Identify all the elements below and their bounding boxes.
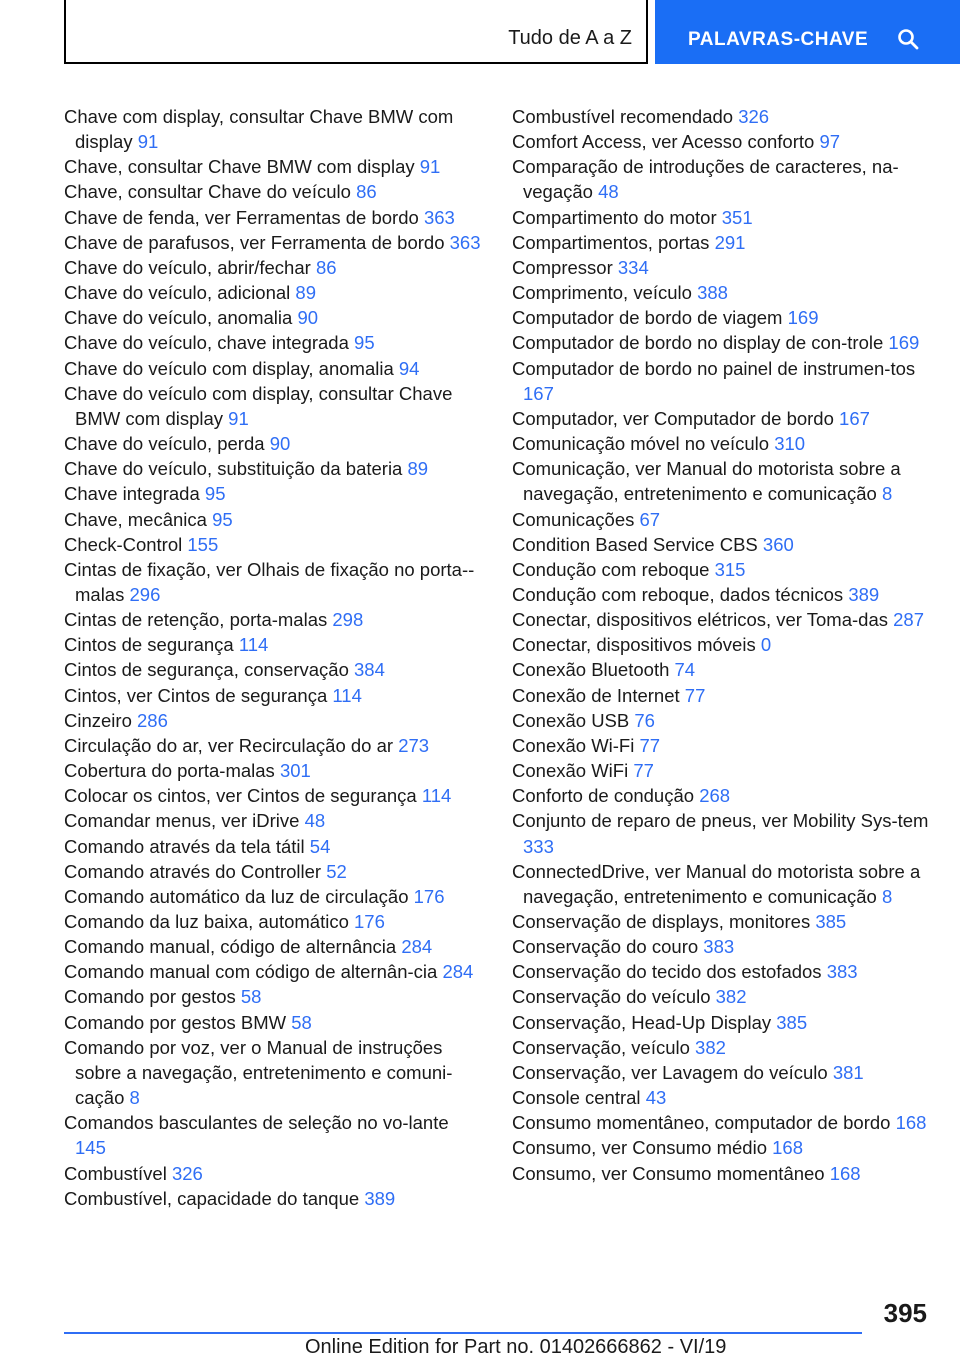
index-term: Chave do veículo com display, anomalia bbox=[64, 357, 399, 379]
index-term: Chave do veículo, perda bbox=[64, 433, 270, 455]
page-reference-link[interactable]: 114 bbox=[332, 684, 362, 706]
index-term: Combustível recomendado bbox=[512, 106, 739, 127]
index-term: Comando por gestos bbox=[64, 986, 241, 1008]
index-term: Conservação do veículo bbox=[512, 986, 716, 1008]
index-term: Condução com reboque, dados técnicos bbox=[512, 583, 849, 605]
page-reference-link[interactable]: 48 bbox=[304, 810, 326, 832]
index-entry bbox=[64, 507, 484, 532]
index-term: Consumo, ver Consumo médio bbox=[512, 1137, 773, 1159]
page-reference-link[interactable]: 326 bbox=[738, 106, 770, 127]
index-term: Conservação, veículo bbox=[512, 1036, 696, 1058]
page-reference-link[interactable]: 52 bbox=[326, 860, 347, 882]
index-entry bbox=[512, 205, 932, 230]
index-term: Computador de bordo no display de con-trole bbox=[512, 332, 889, 354]
index-term: Cintas de retenção, porta-malas bbox=[64, 609, 333, 631]
index-term: Check-Control bbox=[64, 533, 188, 555]
index-term: Cobertura do porta-malas bbox=[64, 760, 280, 782]
keyword-tab[interactable] bbox=[655, 0, 960, 64]
page-reference-link[interactable]: 86 bbox=[356, 181, 377, 203]
index-term: Comprimento, veículo bbox=[512, 282, 698, 304]
index-entry bbox=[64, 683, 484, 708]
index-entry bbox=[64, 431, 484, 456]
page-reference-link[interactable]: 310 bbox=[774, 433, 806, 455]
index-term: Chave integrada bbox=[64, 483, 205, 505]
index-term: Comando por voz, ver o Manual de instruções sobre a navegação, entretenimento e comuni-cação bbox=[64, 1036, 453, 1109]
index-term: Chave de fenda, ver Ferramentas de bordo bbox=[64, 206, 424, 228]
page-reference-link[interactable]: 167 bbox=[839, 407, 870, 429]
page-reference-link[interactable]: 91 bbox=[228, 407, 249, 429]
page-reference-link[interactable]: 95 bbox=[204, 483, 226, 505]
page-reference-link[interactable]: 382 bbox=[715, 986, 747, 1008]
index-term: Comandos basculantes de seleção no vo-lante bbox=[64, 1112, 449, 1134]
index-entry bbox=[512, 783, 932, 808]
page-reference-link[interactable]: 363 bbox=[449, 231, 481, 253]
page-number: 395 bbox=[883, 1298, 927, 1328]
page-reference-link[interactable]: 286 bbox=[137, 709, 168, 731]
index-term: Conservação, ver Lavagem do veículo bbox=[512, 1061, 833, 1083]
index-entry bbox=[512, 507, 932, 532]
page-reference-link[interactable]: 76 bbox=[634, 709, 655, 731]
index-entry bbox=[512, 607, 932, 632]
page-reference-link[interactable]: 90 bbox=[297, 307, 319, 329]
page-reference-link[interactable]: 89 bbox=[407, 458, 429, 480]
search-icon[interactable] bbox=[897, 28, 919, 50]
index-entry bbox=[512, 532, 932, 557]
index-term: Chave do veículo, anomalia bbox=[64, 307, 298, 329]
index-term: Cintos de segurança, conservação bbox=[64, 659, 355, 681]
index-term: Conexão USB bbox=[512, 709, 635, 731]
index-term: Conexão Wi-Fi bbox=[512, 734, 640, 756]
index-entry bbox=[512, 1060, 932, 1085]
index-entry bbox=[64, 255, 484, 280]
page-reference-link[interactable]: 168 bbox=[829, 1162, 861, 1184]
page-reference-link[interactable]: 298 bbox=[332, 609, 364, 631]
index-entry bbox=[512, 959, 932, 984]
index-term: Comando através da tela tátil bbox=[64, 835, 310, 857]
page-reference-link[interactable]: 389 bbox=[848, 583, 880, 605]
index-entry bbox=[512, 758, 932, 783]
page-reference-link[interactable]: 360 bbox=[762, 533, 794, 555]
index-term: Chave, mecânica bbox=[64, 508, 213, 530]
index-term: Chave do veículo, chave integrada bbox=[64, 332, 355, 354]
page-reference-link[interactable]: 90 bbox=[269, 433, 291, 455]
index-entry bbox=[64, 230, 484, 255]
index-entry bbox=[64, 808, 484, 833]
index-entry bbox=[64, 758, 484, 783]
index-entry bbox=[64, 984, 484, 1009]
index-term: Condução com reboque bbox=[512, 558, 715, 580]
index-entry bbox=[512, 859, 932, 909]
page-reference-link[interactable]: 176 bbox=[354, 911, 385, 932]
page-reference-link[interactable]: 382 bbox=[695, 1036, 726, 1058]
section-title: Tudo de A a Z bbox=[508, 27, 632, 49]
page-reference-link[interactable]: 58 bbox=[291, 1011, 312, 1033]
header-section-box bbox=[64, 0, 648, 64]
page-reference-link[interactable]: 114 bbox=[238, 634, 269, 656]
page-reference-link[interactable]: 287 bbox=[893, 609, 925, 631]
index-term: Cinzeiro bbox=[64, 709, 137, 731]
index-term: Chave do veículo, substituição da bateria bbox=[64, 458, 408, 480]
index-entry bbox=[512, 909, 932, 934]
index-entry bbox=[512, 708, 932, 733]
index-entry bbox=[512, 557, 932, 582]
index-term: Conforto de condução bbox=[512, 785, 700, 807]
page-reference-link[interactable]: 284 bbox=[442, 961, 474, 983]
page-reference-link[interactable]: 77 bbox=[633, 760, 654, 782]
index-entry bbox=[512, 1161, 932, 1186]
page-reference-link[interactable]: 383 bbox=[826, 961, 858, 983]
index-entry bbox=[64, 532, 484, 557]
index-entry bbox=[512, 129, 932, 154]
index-entry bbox=[64, 330, 484, 355]
index-term: Cintos, ver Cintos de segurança bbox=[64, 684, 333, 706]
page-reference-link[interactable]: 91 bbox=[137, 131, 159, 153]
page-reference-link[interactable]: 363 bbox=[423, 206, 455, 228]
keyword-tab-label: PALAVRAS-CHAVE bbox=[688, 29, 869, 50]
index-entry bbox=[64, 179, 484, 204]
index-entry bbox=[64, 657, 484, 682]
page-reference-link[interactable]: 95 bbox=[212, 508, 233, 530]
index-entry bbox=[64, 884, 484, 909]
index-term: Computador de bordo no painel de instrumen-tos bbox=[512, 357, 916, 379]
index-entry bbox=[512, 330, 932, 355]
page-reference-link[interactable]: 74 bbox=[674, 659, 696, 681]
index-term: Condition Based Service CBS bbox=[512, 533, 763, 555]
index-entry bbox=[64, 959, 484, 984]
index-entry bbox=[512, 808, 932, 858]
index-term: Conservação, Head-Up Display bbox=[512, 1011, 777, 1033]
index-term: Comunicação móvel no veículo bbox=[512, 433, 775, 455]
index-entry bbox=[512, 1085, 932, 1110]
index-entry bbox=[64, 708, 484, 733]
index-entry bbox=[64, 104, 484, 154]
index-entry bbox=[512, 733, 932, 758]
page-reference-link[interactable]: 333 bbox=[523, 835, 554, 857]
index-term: Comando automático da luz de circulação bbox=[64, 885, 414, 907]
page-reference-link[interactable]: 94 bbox=[398, 357, 420, 379]
index-term: Comunicações bbox=[512, 508, 640, 530]
index-term: Chave do veículo, adicional bbox=[64, 282, 296, 304]
page-reference-link[interactable]: 54 bbox=[309, 835, 331, 857]
page-reference-link[interactable]: 89 bbox=[295, 282, 316, 304]
index-term: Circulação do ar, ver Recirculação do ar bbox=[64, 734, 399, 756]
index-entry bbox=[64, 632, 484, 657]
index-term: Chave de parafusos, ver Ferramenta de bordo bbox=[64, 231, 450, 253]
index-term: Consumo momentâneo, computador de bordo bbox=[512, 1112, 896, 1134]
index-entry bbox=[512, 104, 932, 129]
page-reference-link[interactable]: 91 bbox=[419, 156, 441, 178]
index-entry bbox=[64, 305, 484, 330]
index-entry bbox=[512, 1035, 932, 1060]
index-term: Compressor bbox=[512, 256, 618, 278]
page-reference-link[interactable]: 8 bbox=[129, 1087, 140, 1109]
index-term: Cintas de fixação, ver Olhais de fixação no porta--malas bbox=[64, 558, 475, 605]
index-entry bbox=[64, 356, 484, 381]
index-entry bbox=[64, 456, 484, 481]
index-entry bbox=[512, 657, 932, 682]
index-entry bbox=[512, 406, 932, 431]
index-term: Comando manual com código de alternân-cia bbox=[64, 961, 443, 983]
index-term: Colocar os cintos, ver Cintos de segurança bbox=[64, 785, 422, 807]
index-term: Conexão Bluetooth bbox=[512, 659, 675, 681]
page-reference-link[interactable]: 8 bbox=[881, 885, 893, 907]
page-reference-link[interactable]: 384 bbox=[354, 659, 385, 681]
index-term: Console central bbox=[512, 1087, 646, 1109]
index-term: Comando através do Controller bbox=[64, 860, 327, 882]
page-reference-link[interactable]: 155 bbox=[187, 533, 219, 555]
page-reference-link[interactable]: 284 bbox=[401, 936, 433, 958]
index-term: Comfort Access, ver Acesso conforto bbox=[512, 131, 820, 153]
index-entry bbox=[512, 1110, 932, 1135]
page-reference-link[interactable]: 95 bbox=[354, 332, 375, 354]
index-term: Comparação de introduções de caracteres, na-vegação bbox=[512, 156, 899, 203]
index-term: Comando da luz baixa, automático bbox=[64, 911, 355, 932]
page-reference-link[interactable]: 169 bbox=[787, 307, 819, 329]
index-term: Combustível, capacidade do tanque bbox=[64, 1187, 365, 1209]
index-entry bbox=[64, 1010, 484, 1035]
page-reference-link[interactable]: 388 bbox=[697, 282, 728, 304]
index-entry bbox=[64, 1110, 484, 1160]
index-term: Chave, consultar Chave BMW com display bbox=[64, 156, 420, 178]
index-entry bbox=[512, 582, 932, 607]
page-reference-link[interactable]: 389 bbox=[364, 1187, 396, 1209]
index-entry bbox=[64, 1161, 484, 1186]
index-entry bbox=[64, 205, 484, 230]
index-entry bbox=[64, 381, 484, 431]
index-entry bbox=[64, 607, 484, 632]
index-term: Chave com display, consultar Chave BMW com display bbox=[64, 106, 454, 153]
page-reference-link[interactable]: 86 bbox=[315, 256, 337, 278]
index-term: Conexão de Internet bbox=[512, 684, 685, 706]
index-term: Comandar menus, ver iDrive bbox=[64, 810, 305, 832]
page-reference-link[interactable]: 58 bbox=[240, 986, 262, 1008]
index-entry bbox=[512, 1135, 932, 1160]
index-term: Combustível bbox=[64, 1162, 172, 1184]
index-entry bbox=[512, 305, 932, 330]
index-entry bbox=[512, 356, 932, 406]
index-entry bbox=[512, 280, 932, 305]
page-reference-link[interactable]: 67 bbox=[639, 508, 661, 530]
index-entry bbox=[512, 1010, 932, 1035]
index-entry bbox=[512, 632, 932, 657]
page-reference-link[interactable]: 296 bbox=[129, 583, 161, 605]
page-reference-link[interactable]: 0 bbox=[760, 634, 772, 656]
index-term: Compartimentos, portas bbox=[512, 231, 715, 253]
page-reference-link[interactable]: 351 bbox=[721, 206, 753, 228]
index-term: Conectar, dispositivos elétricos, ver Toma-das bbox=[512, 609, 894, 631]
index-term: Comando por gestos BMW bbox=[64, 1011, 292, 1033]
index-term: Conjunto de reparo de pneus, ver Mobility Sys-tem bbox=[512, 810, 929, 832]
index-entry bbox=[512, 683, 932, 708]
page-reference-link[interactable]: 385 bbox=[776, 1011, 808, 1033]
page-reference-link[interactable]: 169 bbox=[888, 332, 920, 354]
index-term: Computador, ver Computador de bordo bbox=[512, 407, 840, 429]
page-reference-link[interactable]: 315 bbox=[714, 558, 746, 580]
page-reference-link[interactable]: 8 bbox=[881, 483, 893, 505]
index-entry bbox=[64, 1035, 484, 1110]
index-term: Comando manual, código de alternância bbox=[64, 936, 402, 958]
index-entry bbox=[64, 481, 484, 506]
index-term: Computador de bordo de viagem bbox=[512, 307, 788, 329]
index-term: Cintos de segurança bbox=[64, 634, 239, 656]
index-entry bbox=[512, 431, 932, 456]
page-reference-link[interactable]: 145 bbox=[75, 1137, 106, 1159]
index-entry bbox=[64, 280, 484, 305]
index-entry bbox=[64, 733, 484, 758]
index-entry bbox=[64, 783, 484, 808]
index-term: Conservação do couro bbox=[512, 936, 704, 958]
index-entry bbox=[512, 456, 932, 506]
page-reference-link[interactable]: 167 bbox=[523, 382, 554, 404]
index-entry bbox=[64, 834, 484, 859]
page-reference-link[interactable]: 326 bbox=[171, 1162, 203, 1184]
footer-divider bbox=[64, 1332, 862, 1334]
index-term: Compartimento do motor bbox=[512, 206, 722, 228]
index-entry bbox=[512, 154, 932, 204]
index-entry bbox=[512, 934, 932, 959]
page-reference-link[interactable]: 168 bbox=[895, 1112, 927, 1134]
index-entry bbox=[512, 984, 932, 1009]
page-reference-link[interactable]: 176 bbox=[413, 885, 445, 907]
page-reference-link[interactable]: 114 bbox=[421, 785, 452, 807]
index-entry bbox=[64, 1186, 484, 1211]
page-reference-link[interactable]: 268 bbox=[699, 785, 731, 807]
index-term: Chave do veículo com display, consultar Chave BMW com display bbox=[64, 382, 453, 429]
index-term: Chave, consultar Chave do veículo bbox=[64, 181, 357, 203]
index-term: Conservação de displays, monitores bbox=[512, 911, 816, 932]
index-entry bbox=[64, 934, 484, 959]
index-term: Conectar, dispositivos móveis bbox=[512, 634, 761, 656]
page-reference-link[interactable]: 43 bbox=[645, 1087, 667, 1109]
index-entry bbox=[512, 255, 932, 280]
index-column-left bbox=[64, 104, 484, 1211]
index-term: Conexão WiFi bbox=[512, 760, 634, 782]
page-reference-link[interactable]: 334 bbox=[617, 256, 649, 278]
page-reference-link[interactable]: 273 bbox=[398, 734, 430, 756]
page-reference-link[interactable]: 168 bbox=[772, 1137, 804, 1159]
index-entry bbox=[64, 557, 484, 607]
index-term: ConnectedDrive, ver Manual do motorista sobre a navegação, entretenimento e comunicação bbox=[512, 860, 921, 907]
index-term: Comunicação, ver Manual do motorista sobre a navegação, entretenimento e comunicação bbox=[512, 458, 901, 505]
page-reference-link[interactable]: 77 bbox=[639, 734, 661, 756]
index-term: Chave do veículo, abrir/fechar bbox=[64, 256, 316, 278]
index-entry bbox=[64, 859, 484, 884]
page-reference-link[interactable]: 291 bbox=[714, 231, 746, 253]
page-reference-link[interactable]: 97 bbox=[819, 131, 841, 153]
index-term: Conservação do tecido dos estofados bbox=[512, 961, 827, 983]
index-entry bbox=[64, 909, 484, 934]
index-entry bbox=[512, 230, 932, 255]
page-reference-link[interactable]: 385 bbox=[815, 911, 847, 932]
page-reference-link[interactable]: 48 bbox=[598, 181, 619, 203]
index-column-right bbox=[512, 104, 932, 1186]
index-entry bbox=[64, 154, 484, 179]
page-reference-link[interactable]: 383 bbox=[703, 936, 735, 958]
page-reference-link[interactable]: 77 bbox=[684, 684, 706, 706]
page-reference-link[interactable]: 381 bbox=[832, 1061, 864, 1083]
edition-footer: Online Edition for Part no. 01402666862 - VI/19 bbox=[305, 1336, 727, 1358]
page-reference-link[interactable]: 301 bbox=[279, 760, 311, 782]
index-term: Consumo, ver Consumo momentâneo bbox=[512, 1162, 830, 1184]
